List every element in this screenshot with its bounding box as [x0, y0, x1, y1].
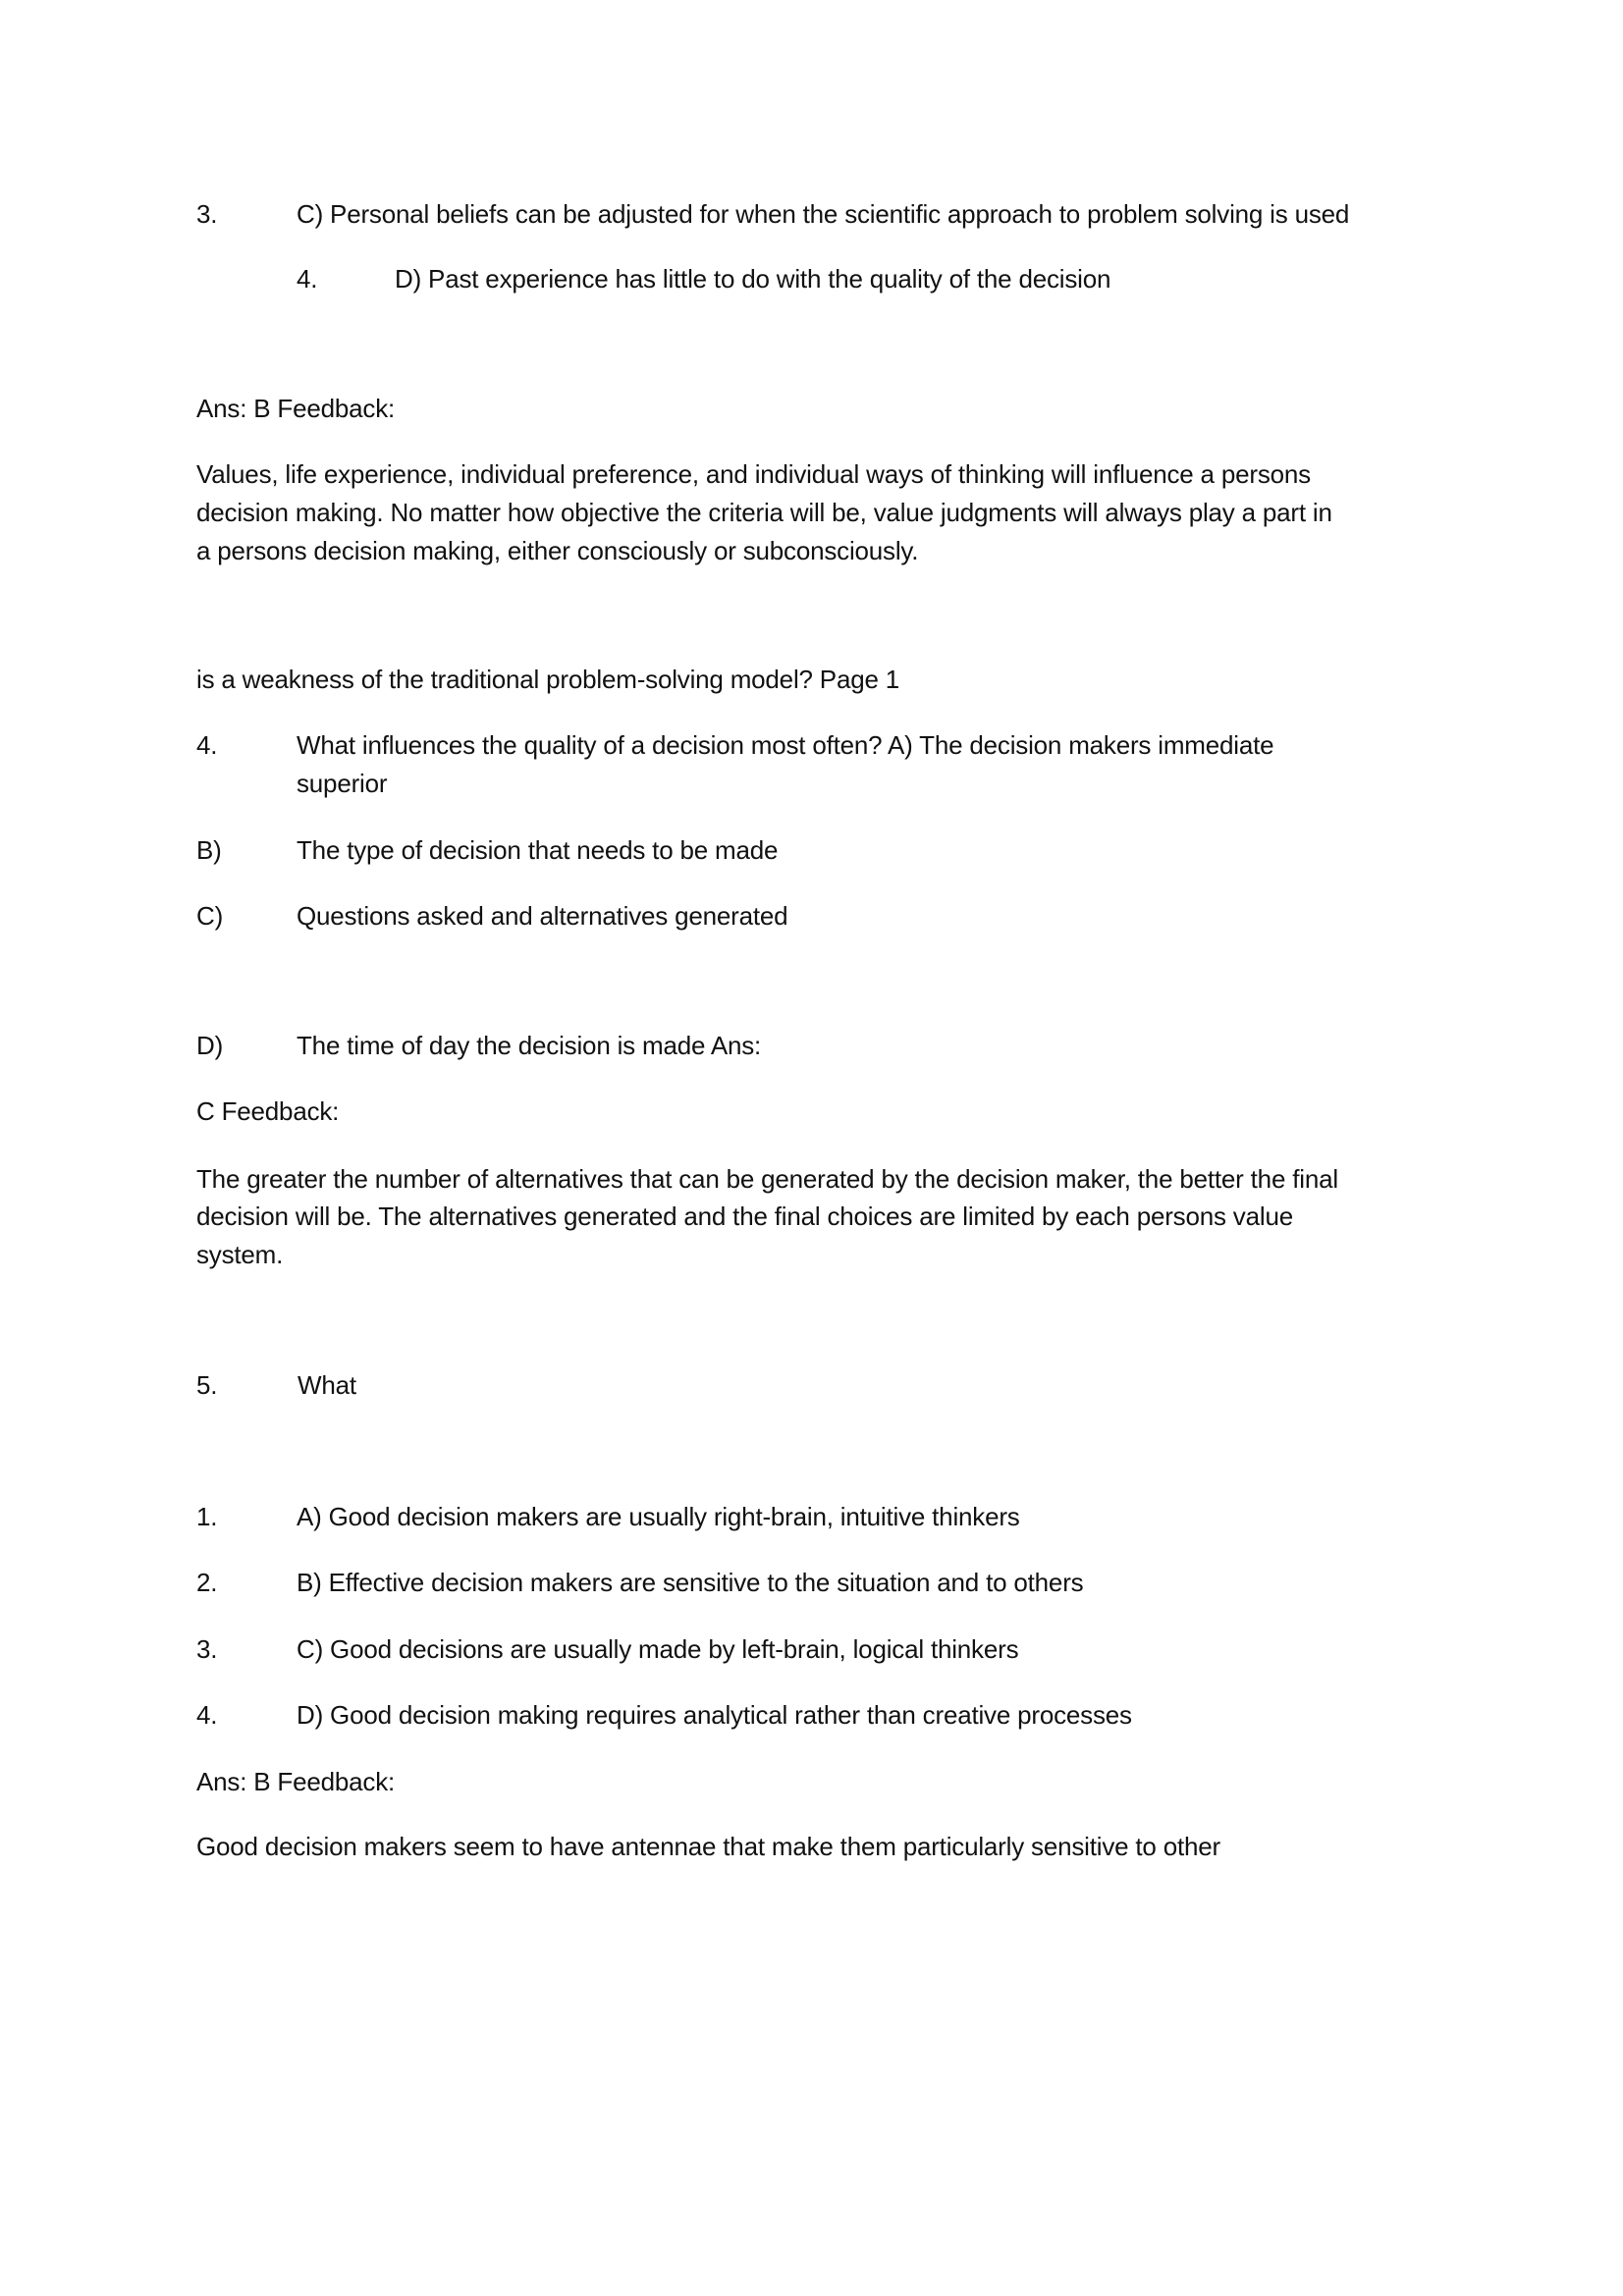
feedback-line: a persons decision making, either consciously or subconsciously.	[196, 536, 919, 565]
question-fragment: is a weakness of the traditional problem-solving model? Page 1	[196, 665, 900, 694]
option-text: C) Good decisions are usually made by left-brain, logical thinkers	[297, 1634, 1019, 1664]
option-text: D) Good decision making requires analytical rather than creative processes	[297, 1700, 1132, 1730]
question-text: What influences the quality of a decision most often? A) The decision makers immediate	[297, 730, 1274, 760]
feedback-line: decision will be. The alternatives generated and the final choices are limited by each persons value	[196, 1201, 1293, 1231]
feedback-line: decision making. No matter how objective the criteria will be, value judgments will always play a part in	[196, 498, 1332, 527]
option-text: B) Effective decision makers are sensitive to the situation and to others	[297, 1568, 1084, 1597]
feedback-line: The greater the number of alternatives that can be generated by the decision maker, the better the final	[196, 1164, 1338, 1194]
option-d-text: D) Past experience has little to do with the quality of the decision	[395, 264, 1111, 294]
list-number: 2.	[196, 1568, 218, 1597]
option-c-text: C) Personal beliefs can be adjusted for when the scientific approach to problem solving is used	[297, 199, 1350, 229]
option-label: B)	[196, 835, 222, 865]
answer-label: Ans: B Feedback:	[196, 394, 396, 423]
list-number: 4.	[196, 730, 218, 760]
list-number: 4.	[297, 264, 318, 294]
question-text: superior	[297, 769, 388, 798]
option-text: Questions asked and alternatives generated	[297, 901, 788, 931]
list-number: 1.	[196, 1502, 218, 1531]
feedback-line: system.	[196, 1240, 284, 1269]
option-text: A) Good decision makers are usually right-brain, intuitive thinkers	[297, 1502, 1020, 1531]
list-number: 3.	[196, 199, 218, 229]
question-text: What	[298, 1370, 356, 1400]
option-label: D)	[196, 1031, 224, 1060]
option-label: C)	[196, 901, 224, 931]
answer-label: C Feedback:	[196, 1096, 340, 1126]
option-text: The time of day the decision is made Ans:	[297, 1031, 762, 1060]
answer-label: Ans: B Feedback:	[196, 1767, 396, 1796]
option-text: The type of decision that needs to be made	[297, 835, 779, 865]
list-number: 3.	[196, 1634, 218, 1664]
list-number: 5.	[196, 1370, 218, 1400]
feedback-line: Good decision makers seem to have antennae that make them particularly sensitive to other	[196, 1832, 1220, 1861]
list-number: 4.	[196, 1700, 218, 1730]
feedback-line: Values, life experience, individual preference, and individual ways of thinking will influence a persons	[196, 459, 1311, 489]
